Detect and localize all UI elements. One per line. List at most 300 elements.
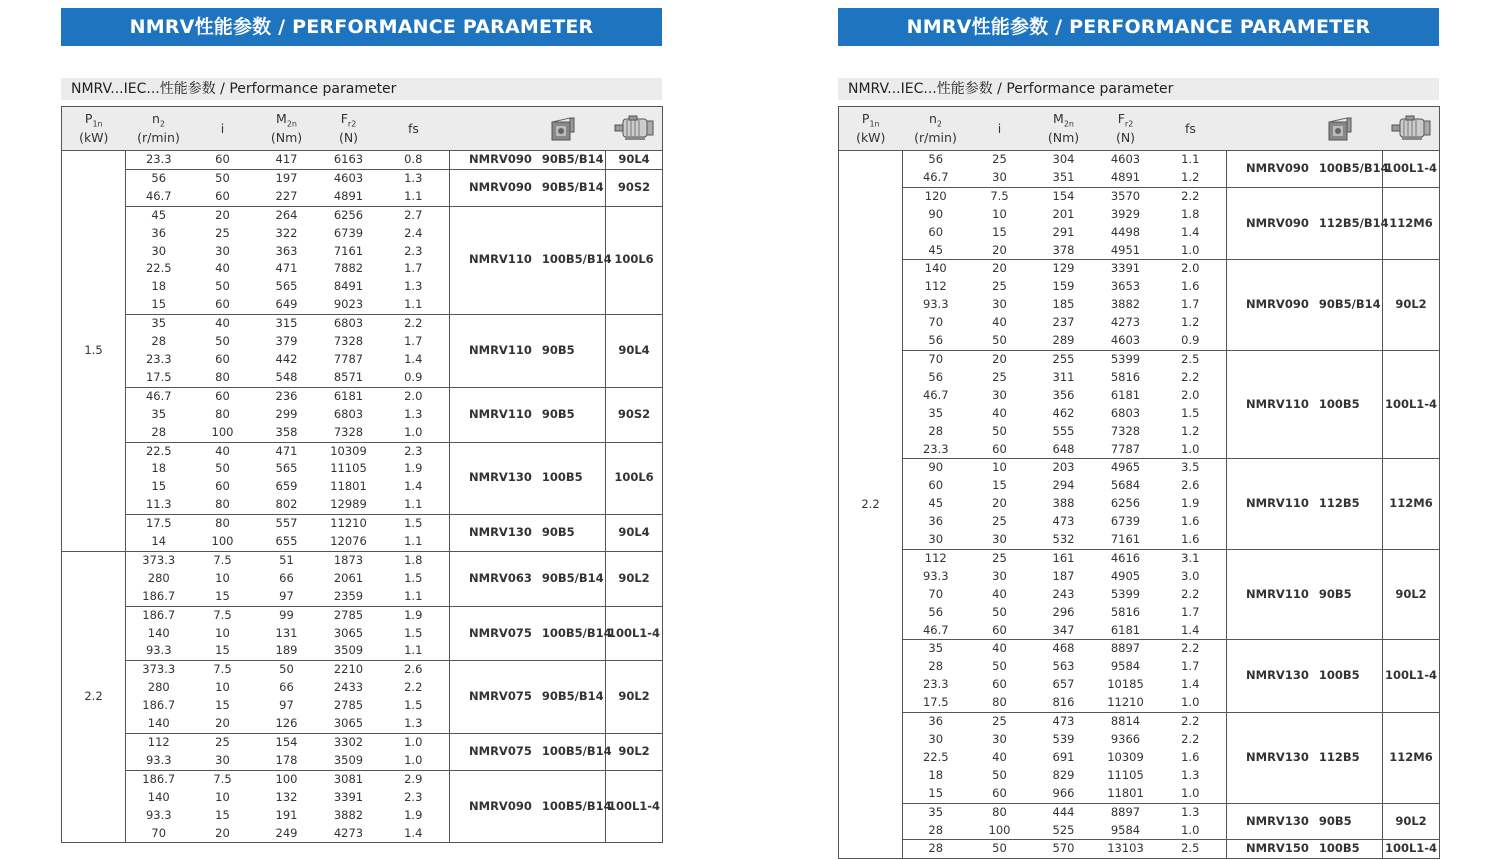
service-factor-cell: 2.2 xyxy=(1181,732,1200,746)
service-factor-cell: 1.2 xyxy=(1181,423,1200,438)
output-speed-cell: 46.7 xyxy=(126,387,192,405)
ratio-cell: 7.5 xyxy=(192,551,254,569)
output-speed-cell: 46.7 xyxy=(922,169,949,184)
service-factor-cell: 2.2 xyxy=(1181,369,1200,384)
output-speed-cell: 93.3 xyxy=(145,752,172,767)
service-factor-cell: 1.9 xyxy=(378,606,450,624)
torque-cell: 565 xyxy=(275,461,298,476)
radial-load-cell: 7161 xyxy=(1110,532,1141,547)
service-factor-cell: 2.4 xyxy=(404,225,423,240)
radial-load-cell: 11210 xyxy=(1107,695,1144,710)
motor-type-cell: 112M6 xyxy=(1383,713,1440,804)
radial-load-cell: 3653 xyxy=(1110,279,1141,294)
ratio-cell: 60 xyxy=(215,188,230,203)
torque-cell: 358 xyxy=(275,424,298,439)
ratio-cell: 10 xyxy=(969,459,1031,477)
torque-cell: 51 xyxy=(254,551,320,569)
service-factor-cell: 2.7 xyxy=(378,206,450,224)
gearbox-model-cell xyxy=(450,515,606,552)
ratio-cell: 30 xyxy=(992,169,1007,184)
gearbox-flange: 100B5/B14 xyxy=(1318,160,1389,175)
torque-cell: 462 xyxy=(1052,405,1075,420)
radial-load-cell: 12076 xyxy=(330,534,367,549)
header-service-factor: fs xyxy=(1155,107,1227,151)
torque-cell: 132 xyxy=(275,789,298,804)
ratio-cell: 30 xyxy=(992,387,1007,402)
gearbox-model-cell xyxy=(450,734,612,771)
header-radial-load: $F_{r2}$ (N) xyxy=(320,107,378,151)
torque-cell: 655 xyxy=(275,534,298,549)
torque-cell: 264 xyxy=(254,206,320,224)
radial-load-cell: 3065 xyxy=(333,716,364,731)
radial-load-cell: 2061 xyxy=(333,570,364,585)
gearbox-flange: 90B5/B14 xyxy=(1318,297,1381,312)
service-factor-cell: 0.8 xyxy=(378,151,450,170)
gearbox-flange: 90B5 xyxy=(541,525,575,540)
radial-load-cell: 2359 xyxy=(333,588,364,603)
radial-load-cell: 4273 xyxy=(1110,315,1141,330)
service-factor-cell: 1.5 xyxy=(378,515,450,533)
radial-load-cell: 11801 xyxy=(330,479,367,494)
output-speed-cell: 56 xyxy=(126,169,192,187)
output-speed-cell: 36 xyxy=(928,514,944,529)
output-speed-cell: 36 xyxy=(151,225,167,240)
ratio-cell: 30 xyxy=(215,752,230,767)
output-speed-cell: 56 xyxy=(903,151,969,169)
service-factor-cell: 1.2 xyxy=(1181,169,1200,184)
torque-cell: 539 xyxy=(1052,732,1075,746)
gearbox-model-name: NMRV075 xyxy=(469,625,532,640)
ratio-cell: 80 xyxy=(215,406,230,421)
radial-load-cell: 2785 xyxy=(333,698,364,713)
service-factor-cell: 1.4 xyxy=(1181,224,1200,239)
service-factor-cell: 1.5 xyxy=(1181,405,1200,420)
torque-cell: 291 xyxy=(1052,224,1075,239)
torque-cell: 649 xyxy=(275,297,298,312)
output-speed-cell: 46.7 xyxy=(145,188,172,203)
radial-load-cell: 4498 xyxy=(1110,224,1141,239)
torque-cell: 299 xyxy=(275,406,298,421)
ratio-cell: 30 xyxy=(992,568,1007,583)
service-factor-cell: 2.5 xyxy=(1155,840,1227,859)
gearbox-model-name: NMRV090 xyxy=(1246,297,1309,312)
service-factor-cell: 1.3 xyxy=(1181,767,1200,782)
ratio-cell: 20 xyxy=(192,825,254,843)
output-speed-cell: 15 xyxy=(151,297,167,312)
service-factor-cell: 1.4 xyxy=(404,351,423,366)
table-row xyxy=(839,459,1440,477)
radial-load-cell: 13103 xyxy=(1097,840,1155,859)
gearbox-flange: 90B5/B14 xyxy=(541,570,604,585)
service-factor-cell: 1.0 xyxy=(378,734,450,752)
gearbox-flange: 100B5/B14 xyxy=(541,625,612,640)
ratio-cell: 15 xyxy=(215,698,230,713)
torque-cell: 468 xyxy=(1031,640,1097,658)
output-speed-cell: 28 xyxy=(928,822,944,837)
service-factor-cell: 1.1 xyxy=(404,534,423,549)
service-factor-cell: 0.9 xyxy=(404,369,423,384)
service-factor-cell: 1.4 xyxy=(378,825,450,843)
ratio-cell: 20 xyxy=(215,716,230,731)
service-factor-cell: 1.5 xyxy=(404,698,423,713)
gearbox-model-name: NMRV130 xyxy=(469,470,532,485)
gearbox-flange: 90B5 xyxy=(541,343,575,358)
ratio-cell: 20 xyxy=(192,206,254,224)
torque-cell: 442 xyxy=(275,351,298,366)
torque-cell: 97 xyxy=(279,698,294,713)
output-speed-cell: 93.3 xyxy=(145,643,172,658)
radial-load-cell: 3391 xyxy=(333,789,364,804)
torque-cell: 131 xyxy=(275,625,298,640)
ratio-cell: 60 xyxy=(992,677,1007,692)
header-torque: $M_{2n}$ (Nm) xyxy=(1031,107,1097,151)
radial-load-cell: 6256 xyxy=(1110,496,1141,511)
radial-load-cell: 4273 xyxy=(320,825,378,843)
gearbox-flange: 100B5/B14 xyxy=(541,798,612,813)
service-factor-cell: 1.6 xyxy=(1181,532,1200,547)
radial-load-cell: 11105 xyxy=(330,461,367,476)
table-subtitle: NMRV...IEC...性能参数 / Performance parameter xyxy=(61,78,662,100)
service-factor-cell: 1.1 xyxy=(404,297,423,312)
left-panel xyxy=(61,8,662,843)
torque-cell: 197 xyxy=(254,169,320,187)
gearbox-flange: 90B5 xyxy=(541,406,575,421)
gearbox-model-name: NMRV110 xyxy=(1246,586,1309,601)
torque-cell: 532 xyxy=(1052,532,1075,547)
table-row xyxy=(839,640,1440,658)
gearbox-model-cell xyxy=(1227,803,1383,840)
motor-type-cell: 90L2 xyxy=(606,661,663,734)
output-speed-cell: 186.7 xyxy=(126,606,192,624)
radial-load-cell: 4616 xyxy=(1097,549,1155,567)
radial-load-cell: 6739 xyxy=(333,225,364,240)
radial-load-cell: 7882 xyxy=(333,261,364,276)
radial-load-cell: 6803 xyxy=(1110,405,1141,420)
table-row xyxy=(62,661,663,679)
ratio-cell: 7.5 xyxy=(969,187,1031,205)
service-factor-cell: 1.7 xyxy=(404,261,423,276)
table-row xyxy=(839,151,1440,169)
output-speed-cell: 36 xyxy=(903,713,969,731)
gearbox-model-cell xyxy=(450,387,606,442)
table-row xyxy=(62,734,663,752)
gearbox-flange: 90B5/B14 xyxy=(541,689,604,704)
gearbox-model-name: NMRV130 xyxy=(1246,668,1309,683)
torque-cell: 97 xyxy=(279,588,294,603)
radial-load-cell: 4951 xyxy=(1110,242,1141,257)
radial-load-cell: 3882 xyxy=(333,807,364,822)
output-speed-cell: 35 xyxy=(903,803,969,821)
service-factor-cell: 3.0 xyxy=(1181,568,1200,583)
gearbox-model-cell xyxy=(1227,151,1389,188)
output-speed-cell: 70 xyxy=(928,586,944,601)
torque-cell: 388 xyxy=(1052,496,1075,511)
output-speed-cell: 280 xyxy=(147,680,170,695)
ratio-cell: 40 xyxy=(992,315,1007,330)
service-factor-cell: 1.6 xyxy=(1181,749,1200,764)
gearbox-icon xyxy=(548,114,578,144)
output-speed-cell: 120 xyxy=(903,187,969,205)
gearbox-model-cell xyxy=(450,206,612,314)
torque-cell: 159 xyxy=(1052,279,1075,294)
motor-type-cell: 90L4 xyxy=(606,315,663,388)
ratio-cell: 50 xyxy=(969,840,1031,859)
torque-cell: 563 xyxy=(1052,659,1075,674)
gearbox-flange: 90B5/B14 xyxy=(541,152,604,166)
table-header-row xyxy=(839,107,1440,151)
ratio-cell: 15 xyxy=(992,224,1007,239)
torque-cell: 648 xyxy=(1052,441,1075,456)
ratio-cell: 20 xyxy=(969,260,1031,278)
header-motor xyxy=(606,107,663,151)
service-factor-cell: 1.1 xyxy=(404,588,423,603)
torque-cell: 203 xyxy=(1031,459,1097,477)
torque-cell: 570 xyxy=(1031,840,1097,859)
service-factor-cell: 1.5 xyxy=(404,570,423,585)
ratio-cell: 20 xyxy=(992,496,1007,511)
header-torque: $M_{2n}$ (Nm) xyxy=(254,107,320,151)
gearbox-model-cell xyxy=(450,442,606,515)
output-speed-cell: 11.3 xyxy=(145,497,172,512)
torque-cell: 378 xyxy=(1052,242,1075,257)
torque-cell: 471 xyxy=(275,261,298,276)
ratio-cell: 40 xyxy=(992,749,1007,764)
torque-cell: 187 xyxy=(1052,568,1075,583)
output-speed-cell: 30 xyxy=(928,532,944,547)
radial-load-cell: 8814 xyxy=(1097,713,1155,731)
gearbox-model-name: NMRV130 xyxy=(469,525,532,540)
radial-load-cell: 10309 xyxy=(1107,749,1144,764)
service-factor-cell: 1.3 xyxy=(404,716,423,731)
service-factor-cell: 1.8 xyxy=(378,551,450,569)
radial-load-cell: 5399 xyxy=(1097,350,1155,368)
torque-cell: 255 xyxy=(1031,350,1097,368)
ratio-cell: 80 xyxy=(969,803,1031,821)
table-row xyxy=(62,315,663,333)
output-speed-cell: 60 xyxy=(928,478,944,493)
radial-load-cell: 3391 xyxy=(1097,260,1155,278)
ratio-cell: 15 xyxy=(215,807,230,822)
service-factor-cell: 3.1 xyxy=(1155,549,1227,567)
output-speed-cell: 46.7 xyxy=(922,387,949,402)
ratio-cell: 30 xyxy=(992,297,1007,312)
torque-cell: 347 xyxy=(1052,622,1075,637)
radial-load-cell: 7787 xyxy=(333,351,364,366)
gearbox-flange: 112B5 xyxy=(1318,496,1360,511)
service-factor-cell: 1.5 xyxy=(404,625,423,640)
ratio-cell: 7.5 xyxy=(192,661,254,679)
torque-cell: 657 xyxy=(1052,677,1075,692)
table-body xyxy=(839,151,1440,859)
service-factor-cell: 2.2 xyxy=(1181,586,1200,601)
header-power xyxy=(839,107,903,151)
output-speed-cell: 35 xyxy=(126,315,192,333)
table-row xyxy=(62,551,663,569)
service-factor-cell: 1.0 xyxy=(1181,242,1200,257)
torque-cell: 565 xyxy=(275,279,298,294)
output-speed-cell: 15 xyxy=(928,785,944,800)
table-row xyxy=(839,803,1440,821)
gearbox-model-cell xyxy=(450,315,606,388)
gearbox-model-name: NMRV090 xyxy=(1246,215,1309,230)
ratio-cell: 25 xyxy=(992,279,1007,294)
service-factor-cell: 2.6 xyxy=(1181,478,1200,493)
torque-cell: 691 xyxy=(1052,749,1075,764)
ratio-cell: 50 xyxy=(992,333,1007,348)
header-ratio: i xyxy=(969,107,1031,151)
right-panel xyxy=(838,8,1439,859)
output-speed-cell: 23.3 xyxy=(922,677,949,692)
radial-load-cell: 6739 xyxy=(1110,514,1141,529)
gearbox-flange: 90B5/B14 xyxy=(541,179,604,194)
output-speed-cell: 112 xyxy=(903,549,969,567)
banner-title: NMRV性能参数 / PERFORMANCE PARAMETER xyxy=(61,8,662,46)
service-factor-cell: 1.0 xyxy=(1181,441,1200,456)
header-radial-load: $F_{r2}$ (N) xyxy=(1097,107,1155,151)
radial-load-cell: 6803 xyxy=(320,315,378,333)
motor-type-cell: 100L6 xyxy=(606,442,663,515)
table-row xyxy=(839,187,1440,205)
output-speed-cell: 28 xyxy=(928,659,944,674)
motor-type-cell: 90L2 xyxy=(1383,260,1440,351)
output-speed-cell: 70 xyxy=(903,350,969,368)
service-factor-cell: 2.2 xyxy=(1155,187,1227,205)
output-speed-cell: 90 xyxy=(903,459,969,477)
radial-load-cell: 4905 xyxy=(1110,568,1141,583)
motor-type-cell: 100L1-4 xyxy=(1383,151,1440,188)
output-speed-cell: 45 xyxy=(928,496,944,511)
service-factor-cell: 1.7 xyxy=(1181,659,1200,674)
motor-type-cell: 90L2 xyxy=(1383,803,1440,840)
torque-cell: 311 xyxy=(1052,369,1075,384)
torque-cell: 659 xyxy=(275,479,298,494)
radial-load-cell: 7328 xyxy=(333,334,364,349)
ratio-cell: 60 xyxy=(215,479,230,494)
output-speed-cell: 18 xyxy=(151,461,167,476)
gearbox-model-name: NMRV090 xyxy=(1246,160,1309,175)
torque-cell: 363 xyxy=(275,243,298,258)
service-factor-cell: 1.4 xyxy=(1181,622,1200,637)
torque-cell: 356 xyxy=(1052,387,1075,402)
torque-cell: 237 xyxy=(1052,315,1075,330)
service-factor-cell: 2.2 xyxy=(404,680,423,695)
output-speed-cell: 70 xyxy=(126,825,192,843)
header-gearbox xyxy=(1227,107,1383,151)
gearbox-model-cell xyxy=(450,551,606,606)
gearbox-model-name: NMRV063 xyxy=(469,570,532,585)
radial-load-cell: 8897 xyxy=(1097,640,1155,658)
output-speed-cell: 373.3 xyxy=(126,661,192,679)
motor-icon xyxy=(1390,115,1432,143)
ratio-cell: 40 xyxy=(215,261,230,276)
torque-cell: 548 xyxy=(275,369,298,384)
service-factor-cell: 2.5 xyxy=(1155,350,1227,368)
ratio-cell: 50 xyxy=(215,461,230,476)
service-factor-cell: 1.0 xyxy=(1181,785,1200,800)
gearbox-model-cell xyxy=(1227,640,1383,713)
gearbox-flange: 112B5/B14 xyxy=(1318,215,1389,230)
banner-title: NMRV性能参数 / PERFORMANCE PARAMETER xyxy=(838,8,1439,46)
torque-cell: 296 xyxy=(1052,604,1075,619)
motor-type-cell: 90S2 xyxy=(606,387,663,442)
gearbox-flange: 112B5 xyxy=(1318,749,1360,764)
header-power xyxy=(62,107,126,151)
service-factor-cell: 3.5 xyxy=(1155,459,1227,477)
gearbox-flange: 100B5/B14 xyxy=(541,252,612,267)
table-row xyxy=(839,350,1440,368)
output-speed-cell: 22.5 xyxy=(126,442,192,460)
torque-cell: 829 xyxy=(1052,767,1075,782)
ratio-cell: 15 xyxy=(215,588,230,603)
ratio-cell: 30 xyxy=(992,732,1007,746)
ratio-cell: 10 xyxy=(215,680,230,695)
torque-cell: 471 xyxy=(254,442,320,460)
service-factor-cell: 1.3 xyxy=(404,279,423,294)
gearbox-model-name: NMRV090 xyxy=(469,152,532,166)
header-power-label: $P_{1n}$ (kW) xyxy=(79,110,109,146)
radial-load-cell: 8571 xyxy=(333,369,364,384)
service-factor-cell: 1.0 xyxy=(1181,822,1200,837)
motor-type-cell: 90L4 xyxy=(606,515,663,552)
motor-type-cell: 100L1-4 xyxy=(606,770,663,843)
radial-load-cell: 3929 xyxy=(1110,206,1141,221)
output-speed-cell: 56 xyxy=(928,369,944,384)
performance-table xyxy=(61,106,663,843)
output-speed-cell: 93.3 xyxy=(922,568,949,583)
radial-load-cell: 1873 xyxy=(320,551,378,569)
service-factor-cell: 2.3 xyxy=(378,442,450,460)
ratio-cell: 60 xyxy=(215,351,230,366)
torque-cell: 50 xyxy=(254,661,320,679)
gearbox-flange: 100B5/B14 xyxy=(541,743,612,758)
motor-type-cell: 112M6 xyxy=(1383,187,1440,260)
header-output-speed: $n_2$ (r/min) xyxy=(903,107,969,151)
torque-cell: 154 xyxy=(254,734,320,752)
radial-load-cell: 4965 xyxy=(1097,459,1155,477)
output-speed-cell: 35 xyxy=(903,640,969,658)
service-factor-cell: 1.1 xyxy=(404,497,423,512)
radial-load-cell: 4603 xyxy=(1110,333,1141,348)
radial-load-cell: 9584 xyxy=(1110,822,1141,837)
gearbox-model-name: NMRV110 xyxy=(1246,496,1309,511)
torque-cell: 557 xyxy=(254,515,320,533)
output-speed-cell: 17.5 xyxy=(145,369,172,384)
service-factor-cell: 2.2 xyxy=(1155,640,1227,658)
output-speed-cell: 70 xyxy=(928,315,944,330)
ratio-cell: 40 xyxy=(992,586,1007,601)
gearbox-model-name: NMRV110 xyxy=(469,252,532,267)
radial-load-cell: 3081 xyxy=(320,770,378,788)
radial-load-cell: 5816 xyxy=(1110,369,1141,384)
output-speed-cell: 14 xyxy=(151,534,167,549)
gearbox-flange: 100B5 xyxy=(1318,668,1360,683)
torque-cell: 315 xyxy=(254,315,320,333)
ratio-cell: 25 xyxy=(992,369,1007,384)
motor-type-cell: 90L2 xyxy=(606,551,663,606)
output-speed-cell: 30 xyxy=(151,243,167,258)
output-speed-cell: 112 xyxy=(924,279,947,294)
radial-load-cell: 6181 xyxy=(1110,622,1141,637)
output-speed-cell: 23.3 xyxy=(126,151,192,170)
output-speed-cell: 140 xyxy=(147,789,170,804)
radial-load-cell: 10309 xyxy=(320,442,378,460)
service-factor-cell: 0.9 xyxy=(1181,333,1200,348)
radial-load-cell: 6803 xyxy=(333,406,364,421)
service-factor-cell: 1.7 xyxy=(1181,604,1200,619)
service-factor-cell: 1.7 xyxy=(1181,297,1200,312)
table-body xyxy=(62,151,663,843)
torque-cell: 191 xyxy=(275,807,298,822)
